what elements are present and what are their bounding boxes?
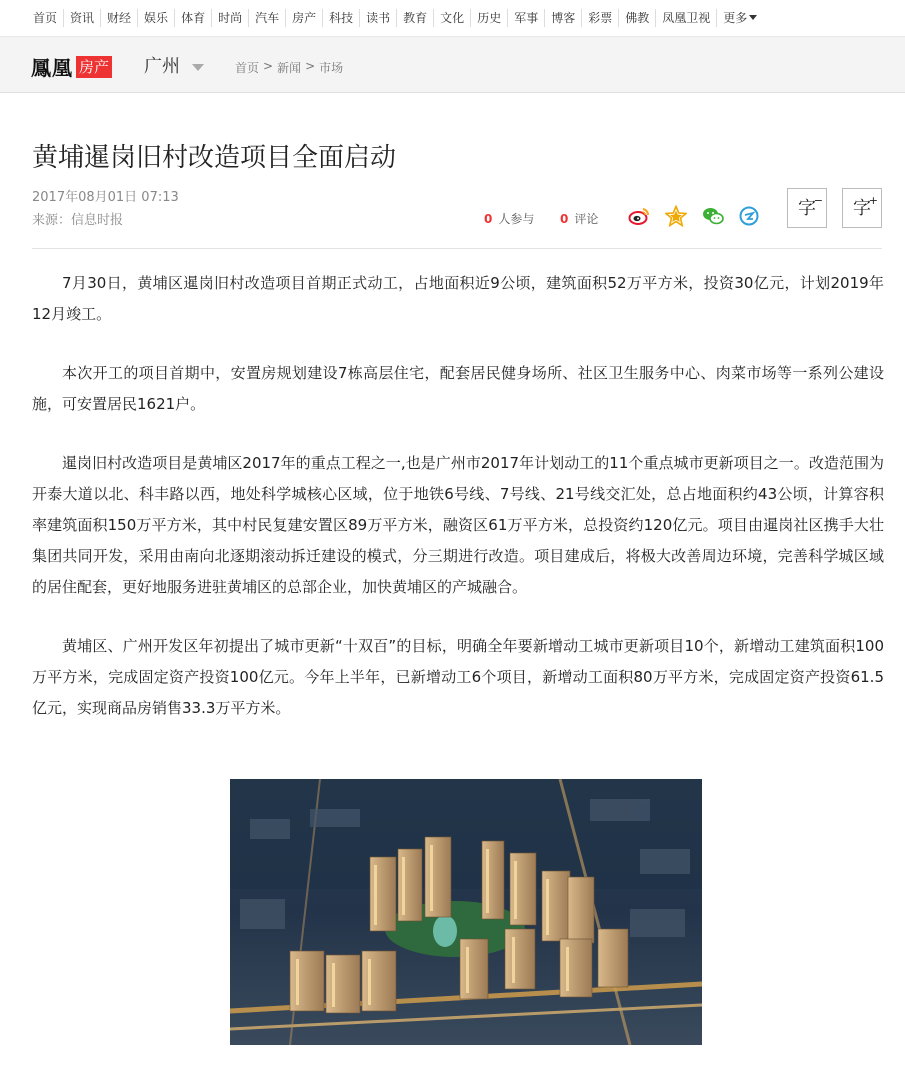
site-logo[interactable] (31, 52, 112, 81)
city-selector[interactable]: 广州 (144, 56, 180, 77)
comments-label: 评论 (574, 212, 599, 226)
breadcrumb-separator: > (305, 59, 316, 73)
nav-item[interactable]: 军事 (507, 9, 544, 27)
nav-item[interactable]: 娱乐 (137, 9, 174, 27)
top-nav (0, 0, 905, 36)
nav-item[interactable]: 文化 (433, 9, 470, 27)
minus-icon: − (813, 194, 823, 207)
breadcrumb-news[interactable]: 新闻 (277, 61, 302, 75)
participants-count: 0 (484, 211, 493, 226)
nav-item[interactable]: 时尚 (211, 9, 248, 27)
nav-more[interactable] (716, 9, 763, 27)
nav-more-label: 更多 (723, 11, 748, 25)
aerial-rendering-image (230, 779, 702, 1045)
article-paragraph: 本次开工的项目首期中，安置房规划建设7栋高层住宅，配套居民健身场所、社区卫生服务中心、肉菜市场等一系列公建设施，可安置居民1621户。 (32, 364, 884, 413)
weibo-icon[interactable] (628, 205, 650, 227)
font-larger-label: 字 (853, 198, 871, 219)
font-smaller-button[interactable] (787, 188, 827, 228)
nav-item[interactable]: 首页 (33, 11, 58, 25)
wechat-icon[interactable] (702, 205, 724, 227)
article-body (32, 268, 884, 752)
breadcrumb-home[interactable]: 首页 (235, 61, 260, 75)
header-divider (32, 248, 882, 249)
comments-link[interactable] (560, 210, 598, 227)
article-paragraph: 7月30日，黄埔区暹岗旧村改造项目首期正式动工，占地面积近9公顷，建筑面积52万平方米，投资30亿元，计划2019年12月竣工。 (32, 274, 884, 323)
top-nav-list (27, 9, 763, 27)
nav-item[interactable]: 彩票 (581, 9, 618, 27)
comments-count: 0 (560, 211, 569, 226)
nav-item[interactable]: 佛教 (618, 9, 655, 27)
nav-item[interactable]: 教育 (396, 9, 433, 27)
participants-link[interactable] (484, 210, 534, 227)
caret-down-icon (749, 15, 757, 20)
channel-bar (0, 36, 905, 93)
nav-item[interactable]: 资讯 (63, 9, 100, 27)
article-paragraph: 黄埔区、广州开发区年初提出了城市更新“十双百”的目标，明确全年要新增动工城市更新项目10个，新增动工建筑面积100万平方米，完成固定资产投资100亿元。今年上半年，已新增动工6个项目，新增动工面积80万平方米，完成固定资产投资61.5亿元，实现商品房销售33.3万平方米。 (32, 637, 884, 717)
nav-item[interactable]: 科技 (322, 9, 359, 27)
nav-item[interactable]: 房产 (285, 9, 322, 27)
nav-item[interactable]: 汽车 (248, 9, 285, 27)
breadcrumb-separator: > (263, 59, 274, 73)
font-smaller-label: 字 (798, 198, 816, 219)
qzone-icon[interactable] (738, 205, 760, 227)
article-date: 2017年08月01日 07:13 (32, 190, 179, 205)
nav-item[interactable]: 凤凰卫视 (655, 9, 716, 27)
article-title: 黄埔暹岗旧村改造项目全面启动 (32, 143, 397, 173)
article-photo (230, 779, 702, 1045)
nav-item[interactable]: 博客 (544, 9, 581, 27)
article-paragraph: 暹岗旧村改造项目是黄埔区2017年的重点工程之一,也是广州市2017年计划动工的11个重点城市更新项目之一。改造范围为开泰大道以北、科丰路以西，地处科学城核心区域，位于地铁6号线、7号线、21号线交汇处，总占地面积约43公顷，计算容积率建筑面积150万平方米，其中村民复建安置区89万平方米，融资区61万平方米，总投资约120亿元。项目由暹岗社区携手大壮集团共同开发，采用由南向北逐期滚动拆迁建设的模式，分三期进行改造。项目建成后，将极大改善周边环境，完善科学城区域的居住配套，更好地服务进驻黄埔区的总部企业，加快黄埔区的产城融合。 (32, 454, 884, 596)
breadcrumb-market[interactable]: 市场 (319, 61, 344, 75)
participants-label: 人参与 (498, 212, 535, 226)
nav-item[interactable]: 财经 (100, 9, 137, 27)
logo-text: 鳳凰 (31, 56, 73, 80)
nav-item[interactable]: 读书 (359, 9, 396, 27)
plus-icon: + (868, 194, 878, 207)
logo-channel-tag: 房产 (76, 56, 112, 78)
nav-item[interactable]: 历史 (470, 9, 507, 27)
star-icon[interactable] (665, 205, 687, 227)
breadcrumb (235, 59, 343, 76)
font-larger-button[interactable] (842, 188, 882, 228)
article-source: 来源：信息时报 (32, 213, 124, 228)
chevron-down-icon[interactable] (192, 64, 204, 71)
nav-item[interactable]: 体育 (174, 9, 211, 27)
